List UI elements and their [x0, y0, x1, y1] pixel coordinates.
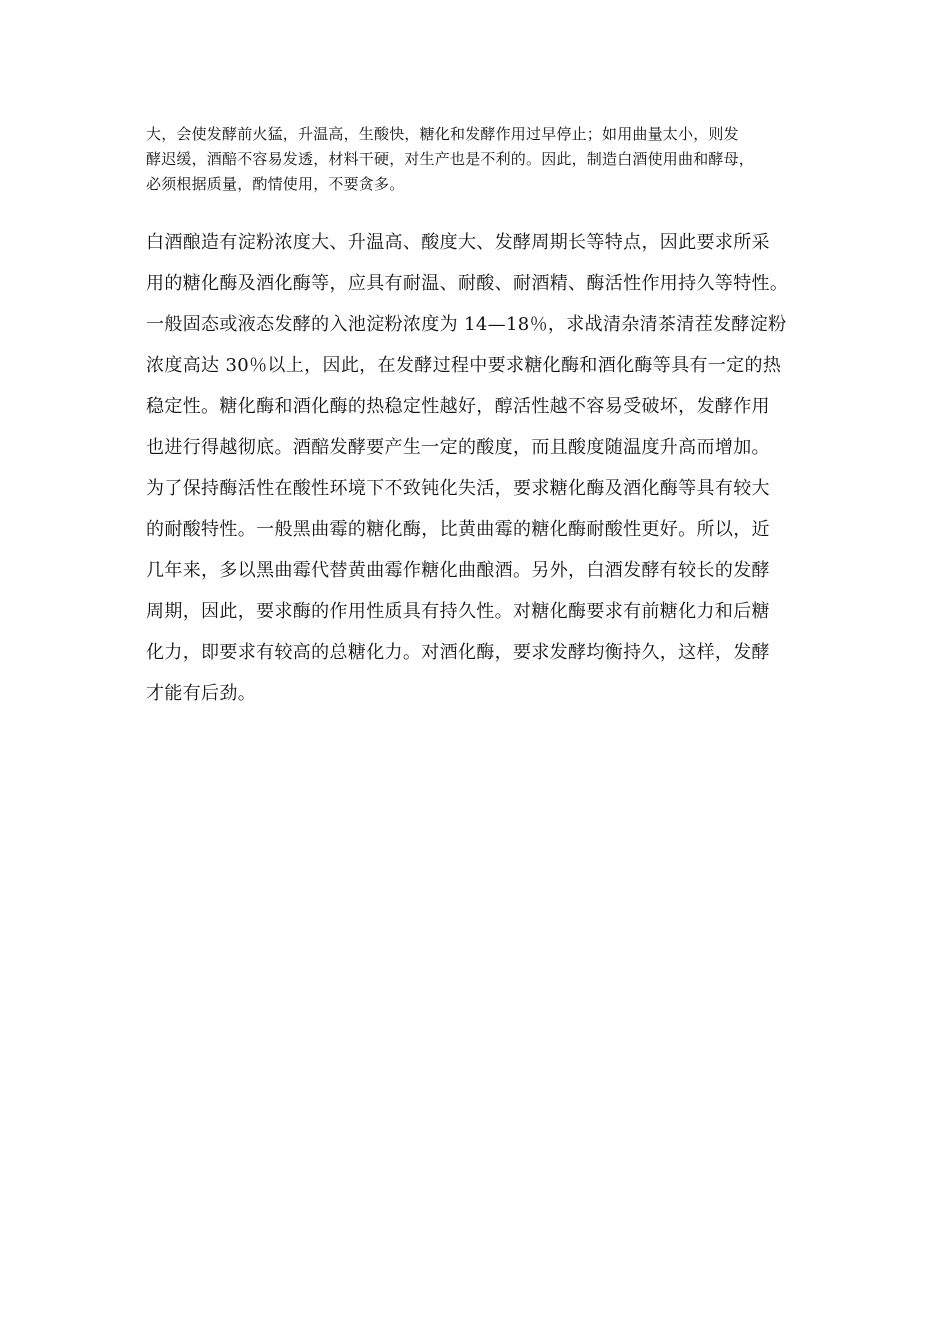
paragraph-main [146, 222, 836, 714]
text-line: 几年来，多以黑曲霉代替黄曲霉作糖化曲酿酒。另外，白酒发酵有较长的发酵 [146, 560, 770, 581]
text-line: 稳定性。糖化酶和酒化酶的热稳定性越好，醇活性越不容易受破坏，发酵作用 [146, 396, 770, 417]
text-line: 必须根据质量，酌情使用，不要贪多。 [146, 175, 405, 193]
text-line: 浓度高达 30％以上，因此，在发酵过程中要求糖化酶和酒化酶等具有一定的热 [146, 355, 782, 376]
text-line: 的耐酸特性。一般黑曲霉的糖化酶，比黄曲霉的糖化酶耐酸性更好。所以，近 [146, 519, 770, 540]
text-line: 才能有后劲。 [146, 683, 257, 704]
text-line: 也进行得越彻底。酒醅发酵要产生一定的酸度，而且酸度随温度升高而增加。 [146, 437, 770, 458]
text-line: 为了保持酶活性在酸性环境下不致钝化失活，要求糖化酶及酒化酶等具有较大 [146, 478, 770, 499]
paragraph-continuation [146, 122, 826, 197]
text-line: 酵迟缓，酒醅不容易发透，材料干硬，对生产也是不利的。因此，制造白酒使用曲和酵母， [146, 150, 755, 168]
text-line: 一般固态或液态发酵的入池淀粉浓度为 14—18％，求战清杂清茶清茬发酵淀粉 [146, 314, 787, 335]
text-line: 用的糖化酶及酒化酶等，应具有耐温、耐酸、耐酒精、酶活性作用持久等特性。 [146, 273, 789, 294]
text-line: 白酒酿造有淀粉浓度大、升温高、酸度大、发酵周期长等特点，因此要求所采 [146, 232, 770, 253]
text-line: 化力，即要求有较高的总糖化力。对酒化酶，要求发酵均衡持久，这样，发酵 [146, 642, 770, 663]
text-line: 大，会使发酵前火猛，升温高，生酸快，糖化和发酵作用过早停止；如用曲量太小，则发 [146, 125, 739, 143]
text-line: 周期，因此，要求酶的作用性质具有持久性。对糖化酶要求有前糖化力和后糖 [146, 601, 770, 622]
